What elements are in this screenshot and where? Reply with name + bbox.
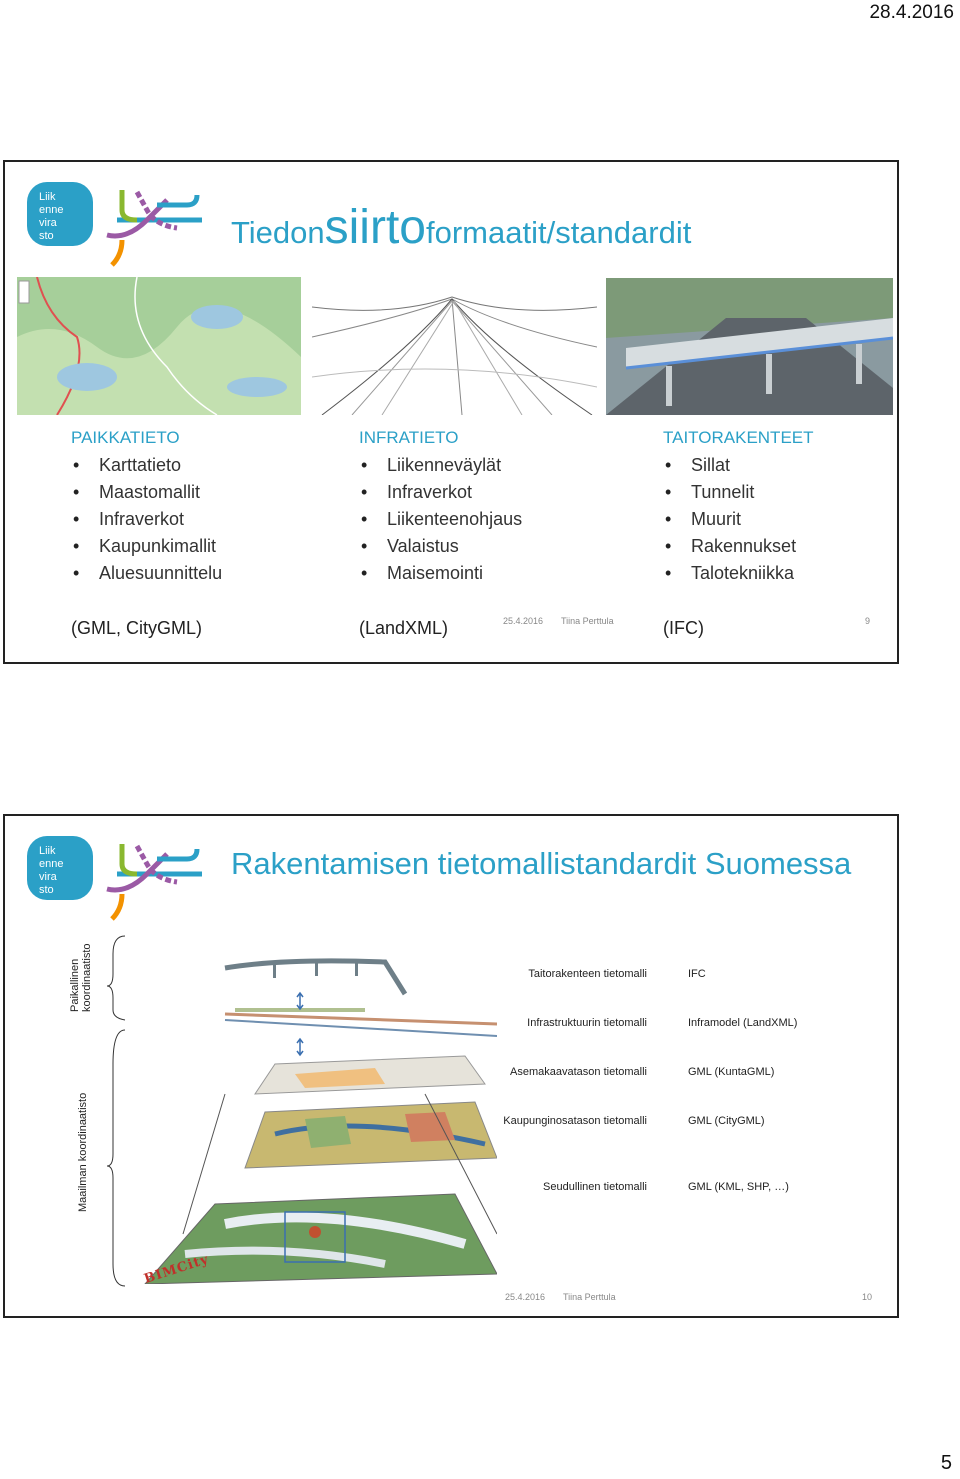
layered-model-illustration [125, 944, 497, 1284]
list-item: • Tunnelit [663, 479, 814, 506]
road-wireframe-image [312, 287, 597, 415]
model-format: Inframodel (LandXML) [688, 1017, 798, 1029]
page-number: 5 [940, 1452, 952, 1474]
list-item: • Muurit [663, 506, 814, 533]
model-format: GML (KML, SHP, …) [688, 1181, 789, 1193]
footer-date: 25.4.2016 [503, 616, 544, 626]
list-item: • Aluesuunnittelu [71, 560, 222, 587]
slide-number: 9 [865, 616, 871, 626]
column-taitorakenteet [663, 428, 814, 587]
model-name: Taitorakenteen tietomalli [528, 968, 647, 980]
list-item: • Rakennukset [663, 533, 814, 560]
liikennevirasto-logo [27, 180, 213, 268]
svg-text:vira: vira [39, 871, 57, 883]
model-name: Asemakaavatason tietomalli [510, 1066, 647, 1078]
slide-9 [3, 160, 899, 664]
slide-title: Tiedonsiirtoformaatit/standardit [231, 201, 692, 254]
list-item: • Liikenteenohjaus [359, 506, 522, 533]
column-heading: INFRATIETO [359, 428, 459, 447]
list-item: • Kaupunkimallit [71, 533, 222, 560]
column-infratieto [359, 428, 522, 587]
format-label: (LandXML) [359, 618, 449, 638]
bridge-render-image [606, 278, 893, 415]
slide-10 [3, 814, 899, 1318]
list-item: • Infraverkot [71, 506, 222, 533]
model-format: GML (KuntaGML) [688, 1066, 775, 1078]
map-image [17, 277, 301, 415]
model-name: Kaupunginosatason tietomalli [503, 1115, 647, 1127]
svg-text:Liik: Liik [39, 191, 56, 203]
svg-text:sto: sto [39, 230, 54, 242]
svg-text:enne: enne [39, 858, 64, 870]
local-coordinates-label: Paikallinen koordinaatisto [69, 943, 93, 1012]
liikennevirasto-logo [27, 834, 213, 922]
slide-number: 10 [862, 1292, 873, 1302]
list-item: • Sillat [663, 452, 814, 479]
column-heading: TAITORAKENTEET [663, 428, 814, 447]
model-name: Infrastruktuurin tietomalli [527, 1017, 647, 1029]
list-item: • Infraverkot [359, 479, 522, 506]
list-item: • Maastomallit [71, 479, 222, 506]
svg-text:Liik: Liik [39, 845, 56, 857]
slide-title: Rakentamisen tietomallistandardit Suomessa [231, 846, 852, 881]
bimcity-watermark: BIMCity [142, 1251, 211, 1288]
format-label: (IFC) [663, 618, 704, 638]
model-name: Seudullinen tietomalli [543, 1181, 647, 1193]
format-label: (GML, CityGML) [71, 618, 203, 638]
list-item: • Karttatieto [71, 452, 222, 479]
svg-text:vira: vira [39, 217, 57, 229]
column-heading: PAIKKATIETO [71, 428, 180, 447]
footer-author: Tiina Perttula [563, 1292, 616, 1302]
footer-author: Tiina Perttula [561, 616, 614, 626]
model-format: GML (CityGML) [688, 1115, 765, 1127]
world-coordinates-label: Maailman koordinaatisto [77, 1092, 89, 1212]
list-item: • Talotekniikka [663, 560, 814, 587]
page-date: 28.4.2016 [869, 2, 954, 23]
svg-text:enne: enne [39, 204, 64, 216]
model-format: IFC [688, 968, 706, 980]
list-item: • Valaistus [359, 533, 522, 560]
svg-text:sto: sto [39, 884, 54, 896]
column-paikkatieto [71, 428, 222, 587]
list-item: • Liikenneväylät [359, 452, 522, 479]
footer-date: 25.4.2016 [505, 1292, 546, 1302]
list-item: • Maisemointi [359, 560, 522, 587]
